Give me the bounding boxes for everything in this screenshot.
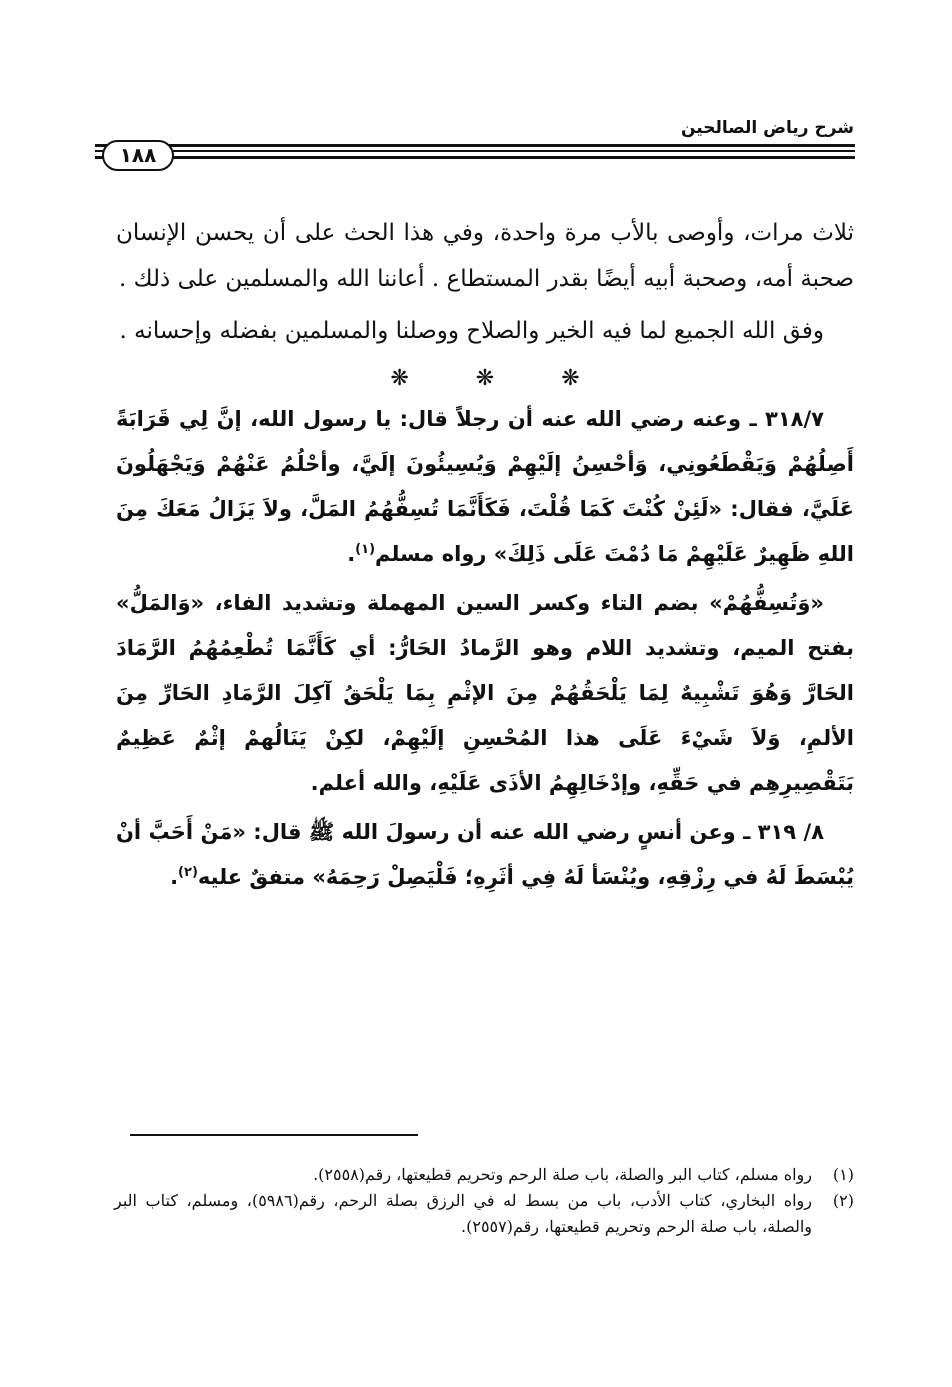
- footnote-2-number: (٢): [832, 1191, 854, 1210]
- paragraph-1: ثلاث مرات، وأوصى بالأب مرة واحدة، وفي هذا الحث على أن يحسن الإنسان صحبة أمه، وصحبة أبيه أيضًا بقدر المستطاع . أعاننا الله والمسلمين على ذلك .: [116, 220, 854, 292]
- paragraph-2: وفق الله الجميع لما فيه الخير والصلاح ووصلنا والمسلمين بفضله وإحسانه .: [119, 318, 824, 344]
- explanation-paragraph: «وَتُسِفُّهُمْ» بضم التاء وكسر السين المهملة وتشديد الفاء، «وَالمَلُّ» بفتح الميم، وتشديد اللام وهو الرَّمادُ الحَارُّ: أي كَأَنَّمَا تُطْعِمُهُمُ الرَّمَادَ الحَارَّ وَهُوَ تَشْبِيهٌ لِمَا يَلْحَقُهُمْ مِنَ الإثْمِ بِمَا يَلْحَقُ آكِلَ الرَّمَادِ الحَارِّ مِنَ الألمِ، وَلاَ شَيْءَ عَلَى هذا المُحْسِنِ إلَيْهِمْ، لكِنْ يَنَالُهمْ إثْمٌ عَظِيمٌ بَتَقْصِيرِهِم في حَقِّهِ، وإدْخَالِهِمُ الأذَى عَلَيْهِ، والله أعلم.: [116, 591, 854, 795]
- hadith-319: [116, 810, 854, 900]
- hadith-319-end: .: [170, 865, 179, 889]
- footnote-1-number: (١): [832, 1165, 854, 1184]
- hadith-318-end: .: [347, 542, 356, 566]
- footnote-2: [114, 1188, 854, 1240]
- footnote-1-text: رواه مسلم، كتاب البر والصلة، باب صلة الرحم وتحريم قطيعتها، رقم(٢٥٥٨).: [313, 1165, 812, 1184]
- hadith-319-text: ٨/ ٣١٩ ـ وعن أنسٍ رضي الله عنه أن رسولَ الله ﷺ قال: «مَنْ أَحَبَّ أنْ يُبْسَطَ لَهُ في رِزْقِهِ، ويُنْسَأ لَهُ فِي أثَرِهِ؛ فَلْيَصِلْ رَحِمَهُ» متفقٌ عليه: [116, 820, 854, 889]
- section-separator: ❋ ❋ ❋: [390, 366, 580, 391]
- running-header-title: شرح رياض الصالحين: [680, 118, 854, 138]
- page-number: ١٨٨: [102, 140, 174, 171]
- page-body: [116, 210, 854, 904]
- footnotes: [114, 1162, 854, 1240]
- hadith-318-text: ٣١٨/٧ ـ وعنه رضي الله عنه أن رجلاً قال: يا رسول الله، إنَّ لِي قَرَابَةً أَصِلُهُمْ وَيَقْطَعُونِي، وَأحْسِنُ إلَيْهِمْ وَيُسِيئُونَ إلَيَّ، وأحْلُمُ عَنْهُمْ وَيَجْهَلُونَ عَلَيَّ، فقال: «لَئِنْ كُنْتَ كَمَا قُلْتَ، فَكَأَنَّمَا تُسِفُّهُمُ المَلَّ، ولاَ يَزَالُ مَعَكَ مِنَ اللهِ ظَهِيرٌ عَلَيْهِمْ مَا دُمْتَ عَلَى ذَلِكَ» رواه مسلم: [116, 407, 854, 566]
- hadith-318: [116, 397, 854, 577]
- header-rule: [95, 140, 855, 170]
- footnote-ref-1[interactable]: (١): [355, 542, 376, 557]
- footnote-ref-2[interactable]: (٢): [178, 865, 198, 880]
- footnote-2-text: رواه البخاري، كتاب الأدب، باب من بسط له في الرزق بصلة الرحم، رقم(٥٩٨٦)، ومسلم، كتاب البر والصلة، باب صلة الرحم وتحريم قطيعتها، رقم(٢٥٥٧).: [114, 1191, 813, 1236]
- footnote-1: [114, 1162, 854, 1188]
- footnote-divider: [130, 1134, 418, 1136]
